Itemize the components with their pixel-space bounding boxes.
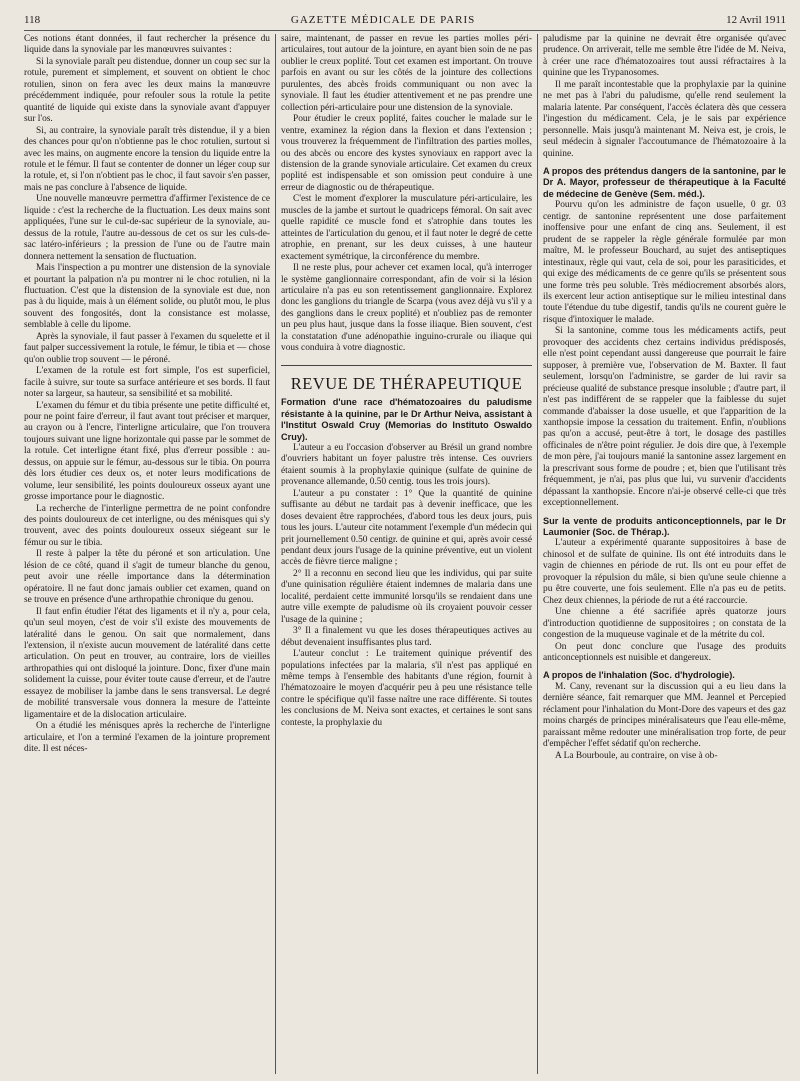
- paragraph: Après la synoviale, il faut passer à l'examen du squelette et il faut palper successivement la rotule, le fémur, le tibia et — chose qu'on oublie trop souvent — le péroné.: [24, 331, 270, 365]
- paragraph: Pourvu qu'on les administre de façon usuelle, 0 gr. 03 centigr. de santonine représentent une dose parfaitement inoffensive pour une enfant de cinq ans. Seulement, il est prudent de se rappeler la règle générale formulée par mon maître, M. le professeur Bouchard, au sujet des antiseptiques intestinaux, règle qui vaut, cela de soi, pour les parasiticides, et qui exige des médicaments de ce genre qu'ils se présentent sous une forme très peu soluble. Très médiocrement absorbés alors, ils exercent leur action antiseptique sur le milieu intestinal dans toute l'étendue du tube digestif, tandis qu'ils ne courent guère le risque d'intoxiquer le malade.: [543, 200, 786, 325]
- article-title: A propos des prétendus dangers de la santonine, par le Dr A. Mayor, professeur de thérapeutique à la Faculté de médecine de Genève (Sem. méd.).: [543, 165, 786, 199]
- paragraph: Si la synoviale paraît peu distendue, donner un coup sec sur la rotule, purement et simplement, et souvent on obtient le choc rotulien, sinon on fera avec les deux mains la manœuvre précédemment indiquée, pour refouler sous la rotule la petite quantité de liquide qui existe dans la synoviale avant d'appuyer sur l'os.: [24, 56, 270, 125]
- article-title: Sur la vente de produits anticonceptionnels, par le Dr Laumonier (Soc. de Thérap.).: [543, 515, 786, 538]
- section-rule: [281, 365, 532, 366]
- paragraph: paludisme par la quinine ne devrait être organisée qu'avec prudence. On arriverait, telle me semble être l'idée de M. Neiva, à créer une race d'hématozoaires tout aussi réfractaires à la quinine que les Trypanosomes.: [543, 34, 786, 79]
- paragraph: Une nouvelle manœuvre permettra d'affirmer l'existence de ce liquide : c'est la recherche de la fluctuation. Les deux mains sont appliquées, l'une sur le cul-de-sac supérieur de la synoviale, au-dessus de la rotule, l'autre au-dessous de cet os sur les culs-de-sac latéro-inférieurs ; la pression de l'une ou de l'autre main donnera nettement la sensation de fluctuation.: [24, 194, 270, 262]
- paragraph: L'auteur a pu constater : 1° Que la quantité de quinine suffisante au début ne tardait pas à devenir inefficace, que les doses devaient être rapprochées, d'abord tous les deux jours, puis tous les jours. L'auteur cite notamment l'exemple d'un médecin qui prit journellement 0.50 centigr. de quinine et qui, après avoir cessé pendant deux jours l'usage de la quinine préventive, eut un violent accès de fièvre tierce maligne ;: [281, 488, 532, 568]
- columns: [24, 34, 786, 1074]
- section-title: REVUE DE THÉRAPEUTIQUE: [290, 373, 523, 393]
- paragraph: A La Bourboule, au contraire, on vise à ob-: [555, 750, 718, 761]
- paragraph: Il faut enfin étudier l'état des ligaments et il n'y a, pour cela, qu'un seul moyen, c'est de voir s'il existe des mouvements de latéralité dans le genou. On sait que normalement, dans l'extension, il n'existe aucun mouvement de latéralité dans cette articulation. On peut en trouver, au contraire, lors de vieilles arthropathies qui ont disloqué la jointure. Donc, fixer d'une main solidement la cuisse, pour éviter toute cause d'erreur, et de l'autre essayez de mobiliser la jambe dans le sens transversal. Le degré de mobilité transversale vous donnera la mesure de l'atteinte ligamentaire et de la dislocation articulaire.: [24, 606, 270, 720]
- column-2: [281, 34, 532, 1074]
- paragraph: Si la santonine, comme tous les médicaments actifs, peut provoquer des accidents chez certains individus prédisposés, elle n'est point cependant aussi dangereuse que pourrait le faire supposer, à première vue, l'observation de M. Baxter. Il faut seulement, lorsqu'on l'administre, se garder de lui ravir sa précieuse qualité de substance presque insoluble ; d'autre part, il n'est pas indifférent de se rappeler que la faiblesse du sujet commande d'abaisser la dose usuelle, et que l'apparition de la xanthopsie impose la cessation du traitement. Enfin, n'oublions pas qu'on a accusé, peut-être à tort, le dosage des pastilles officinales de n'être point régulier. Je dois dire que, à l'exemple de mon père, j'ai toujours manié la santonine assez largement en la prescrivant sous forme de poudre ; et, bien que l'utilisant très fréquemment, je n'ai, pas plus que lui, vu survenir d'accidents dépassant la xanthopsie. Encore n'ai-je observé celle-ci que très exceptionnellement.: [543, 326, 786, 509]
- paragraph: Ces notions étant données, il faut rechercher la présence du liquide dans la synoviale par les manœuvres suivantes :: [24, 34, 270, 56]
- paragraph: Mais l'inspection a pu montrer une distension de la synoviale et pourtant la palpation n'a pu montrer ni le choc rotulien, ni la fluctuation. C'est que la distension de la synoviale est due, non pas à du liquide, mais à un élément solide, ou plutôt mou, le plus souvent des fongosités, dont la consistance est molasse, semblable à celle du lipome.: [24, 263, 270, 331]
- paragraph: M. Cany, revenant sur la discussion qui a eu lieu dans la dernière séance, fait remarquer que MM. Jeannel et Percepied réclament pour l'inhalation du Mont-Dore des vapeurs et des gaz moins chargés de principes minéralisateurs que l'eau elle-même, paraissant même redouter une minéralisation trop forte, de peur d'empêcher l'effet sédatif qu'on recherche.: [543, 681, 786, 750]
- column-rule: [537, 34, 538, 1074]
- page-header: [24, 14, 786, 31]
- paragraph: Une chienne a été sacrifiée après quatorze jours d'introduction quotidienne de suppositoires ; on constata de la congestion de la muqueuse vaginale et de la métrite du col.: [543, 607, 786, 641]
- paragraph: L'examen du fémur et du tibia présente une petite difficulté et, pour ne point faire d'erreur, il faut avant tout préciser et marquer, au crayon ou à l'encre, l'interligne articulaire, que l'on trouvera toujours suivant une ligne horizontale qui passe par le sommet de la rotule. Cet interligne étant fixé, plus d'erreur possible : au-dessus, on appuie sur le fémur, au-dessous sur le tibia. On pourra dès lors étudier ces deux os, et noter leurs modifications de volume, leur sensibilité, les points douloureux osseux ayant une grosse importance pour le diagnostic.: [24, 400, 270, 503]
- page-number: 118: [24, 14, 41, 26]
- paragraph: saire, maintenant, de passer en revue les parties molles péri-articulaires, tout autour de la jointure, en ayant bien soin de ne pas oublier le creux poplité. Tout cet examen est important. On trouve parfois en avant ou sur les côtés de la jointure des collections purulentes, des abcès froids communiquant ou non avec la synoviale. Il faut les étudier attentivement et ne pas prendre une collection péri-articulaire pour une distension de la synoviale.: [281, 34, 532, 113]
- paragraph: On peut donc conclure que l'usage des produits anticonceptionnels est nuisible et dangereux.: [543, 641, 786, 664]
- paragraph: Si, au contraire, la synoviale paraît très distendue, il y a bien des chances pour qu'on n'obtienne pas le choc rotulien, surtout si avec les mains, on augmente encore la tension du liquide entre la rotule et le fémur. Il faut se contenter de donner un léger coup sur la rotule, et, si l'on n'obtient pas le choc, il faut savoir s'en passer, mais ne pas conclure à l'absence de liquide.: [24, 125, 270, 193]
- column-1: [24, 34, 270, 1074]
- paragraph: On a étudié les ménisques après la recherche de l'interligne articulaire, et l'on a terminé l'examen de la jointure proprement dite. Il est néces-: [24, 721, 270, 755]
- paragraph: Il me paraît incontestable que la prophylaxie par la quinine ne met pas à l'abri du paludisme, qu'elle rend seulement la malaria latente. Par conséquent, l'accès éclatera dès que cessera l'ingestion du médicament. Cela, je le sais par expérience personnelle. Mais jusqu'à maintenant M. Neiva est, je crois, le seul médecin à signaler l'accoutumance de l'hématozoaire à la quinine.: [543, 79, 786, 159]
- issue-date: 12 Avril 1911: [726, 14, 786, 26]
- paragraph: Il reste à palper la tête du péroné et son articulation. Une lésion de ce côté, quand il s'agit de tumeur blanche du genou, peut avoir une réelle importance dans la détermination opératoire. Il ne faut donc jamais oublier cet examen, quand on se trouve en présence d'une arthropathie chronique du genou.: [24, 549, 270, 606]
- paragraph: L'examen de la rotule est fort simple, l'os est superficiel, facile à suivre, sur toute sa surface antérieure et ses bords. Il faut noter sa largeur, sa hauteur, sa sensibilité et sa mobilité.: [24, 366, 270, 400]
- paragraph: C'est le moment d'explorer la musculature péri-articulaire, les muscles de la jambe et surtout le quadriceps fémoral. On sait avec quelle rapidité ce muscle fond et s'atrophie dans toutes les atteintes de l'articulation du genou, et il faut noter le degré de cette atrophie, en prenant, sur les deux cuisses, à une hauteur exactement symétrique, la circonférence du membre.: [281, 194, 532, 262]
- paragraph: L'auteur a eu l'occasion d'observer au Brésil un grand nombre d'ouvriers habitant un foyer palustre très intense. Ces ouvriers étaient soumis à la prophylaxie quinique (sulfate de quinine de provenance allemande, 0.50 centig. tous les trois jours).: [281, 442, 532, 488]
- paragraph: Pour étudier le creux poplité, faites coucher le malade sur le ventre, examinez la région dans la flexion et dans l'extension ; vous trouverez la fréquemment de l'infiltration des parties molles, ou des abcès ou encore des kystes synoviaux en rapport avec la distension de la grande synoviale articulaire. Cet examen du creux poplité est indispensable et son omission peut conduire à une erreur de diagnostic ou de thérapeutique.: [281, 114, 532, 193]
- column-rule: [275, 34, 276, 1074]
- paragraph: 2° Il a reconnu en second lieu que les individus, qui par suite d'une quinisation régulière étaient indemnes de malaria dans une localité, perdaient cette immunité lorsqu'ils se rendaient dans une autre ville exempte de paludisme où ils croyaient pouvoir cesser l'usage de la quinine ;: [281, 568, 532, 625]
- paragraph: La recherche de l'interligne permettra de ne point confondre des points douloureux de cet interligne, ou des ménisques qui s'y trouvent, avec des points douloureux osseux siégeant sur le fémur ou sur le tibia.: [24, 503, 270, 548]
- paragraph: L'auteur conclut : Le traitement quinique préventif des populations infectées par la malaria, s'il n'est pas appliqué en même temps à l'ensemble des habitants d'une région, fournit à l'hématozoaire le moyen d'acquérir peu à peu une résistance telle contre le spécifique qu'il fasse naître une race différente. Si toutes les conclusions de M. Neiva sont exactes, et certaines le sont sans conteste, la prophylaxie du: [281, 649, 532, 728]
- journal-title: GAZETTE MÉDICALE DE PARIS: [290, 14, 476, 26]
- article-title: A propos de l'inhalation (Soc. d'hydrologie).: [543, 670, 735, 681]
- article-title: Formation d'une race d'hématozoaires du paludisme résistante à la quinine, par le Dr Arthur Neiva, assistant à l'Institut Oswald Cruy (Memorias do Instituto Oswaldo Cruy).: [281, 397, 532, 442]
- column-3: [543, 34, 786, 1074]
- paragraph: 3° Il a finalement vu que les doses thérapeutiques actives au début devenaient insuffisantes plus tard.: [281, 626, 532, 648]
- paragraph: L'auteur a expérimenté quarante suppositoires à base de chinosol et de sulfate de quinine. Ils ont été introduits dans le vagin de chiennes en période de rut. Ils ont eu pour effet de provoquer la répulsion du mâle, si bien qu'une seule chienne a pu être couverte, une fois seulement. Elle n'a pas eu de petits. Chez deux chiennes, la période de rut a été raccourcie.: [543, 538, 786, 606]
- paragraph: Il ne reste plus, pour achever cet examen local, qu'à interroger le système ganglionnaire correspondant, afin de voir si la lésion articulaire n'a pas eu son retentissement ganglionnaire. Explorez donc les ganglions du triangle de Scarpa (vous avez déjà vu s'il y a des ganglions dans le creux poplité) et n'oubliez pas de remonter un peu plus haut, jusque dans la fosse iliaque. Bien souvent, c'est la constatation d'une adénopathie inguino-crurale ou iliaque qui vous conduira à votre diagnostic.: [281, 263, 532, 354]
